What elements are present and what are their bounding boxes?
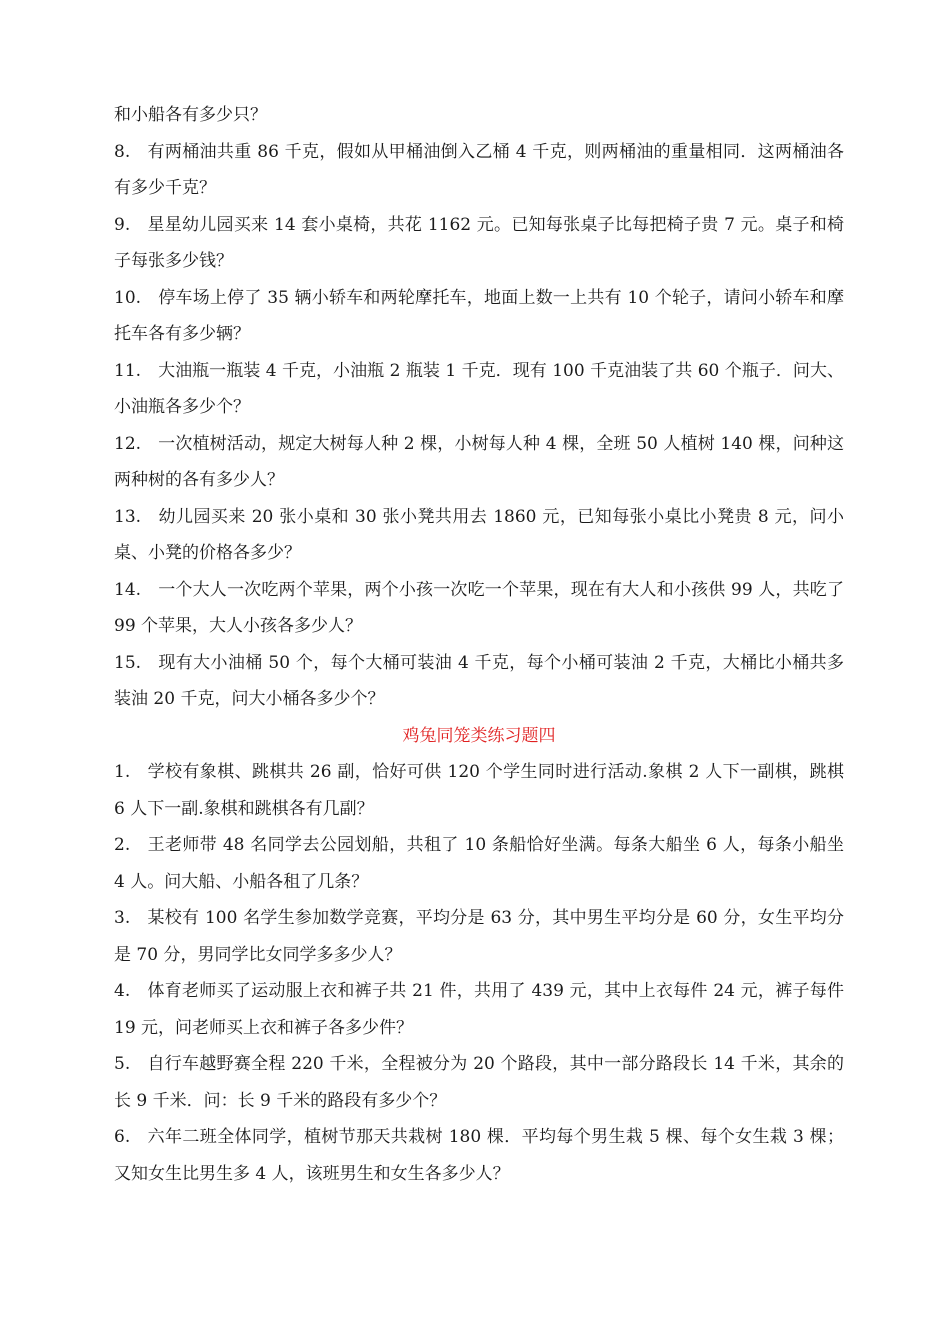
exercise-4-problem-1: 1. 学校有象棋、跳棋共 26 副，恰好可供 120 个学生同时进行活动.象棋 2 人下一副棋，跳棋 6 人下一副.象棋和跳棋各有几副？ [114, 762, 844, 819]
problem-10: 10. 停车场上停了 35 辆小轿车和两轮摩托车，地面上数一上共有 10 个轮子，请问小轿车和摩托车各有多少辆？ [114, 287, 844, 344]
exercise-4-problem-2: 2. 王老师带 48 名同学去公园划船，共租了 10 条船恰好坐满。每条大船坐 6 人，每条小船坐 4 人。问大船、小船各租了几条？ [114, 835, 844, 892]
exercise-4-problem-4: 4. 体育老师买了运动服上衣和裤子共 21 件，共用了 439 元，其中上衣每件 24 元，裤子每件 19 元，问老师买上衣和裤子各多少件？ [114, 981, 844, 1038]
problem-12: 12. 一次植树活动，规定大树每人种 2 棵，小树每人种 4 棵，全班 50 人植树 140 棵，问种这两种树的各有多少人？ [114, 433, 844, 490]
problem-11: 11. 大油瓶一瓶装 4 千克，小油瓶 2 瓶装 1 千克．现有 100 千克油装了共 60 个瓶子．问大、小油瓶各多少个？ [114, 360, 844, 417]
problem-15: 15. 现有大小油桶 50 个，每个大桶可装油 4 千克，每个小桶可装油 2 千克，大桶比小桶共多装油 20 千克，问大小桶各多少个？ [114, 652, 844, 709]
document-content [114, 97, 844, 1192]
problem-8: 8. 有两桶油共重 86 千克，假如从甲桶油倒入乙桶 4 千克，则两桶油的重量相同．这两桶油各有多少千克？ [114, 141, 844, 198]
exercise-4-problem-6: 6. 六年二班全体同学，植树节那天共栽树 180 棵．平均每个男生栽 5 棵、每个女生栽 3 棵；又知女生比男生多 4 人，该班男生和女生各多少人？ [114, 1127, 844, 1184]
exercise-4-problem-5: 5. 自行车越野赛全程 220 千米，全程被分为 20 个路段，其中一部分路段长 14 千米，其余的长 9 千米．问：长 9 千米的路段有多少个？ [114, 1054, 844, 1111]
problem-13: 13. 幼儿园买来 20 张小桌和 30 张小凳共用去 1860 元，已知每张小桌比小凳贵 8 元，问小桌、小凳的价格各多少？ [114, 506, 844, 563]
problem-14: 14. 一个大人一次吃两个苹果，两个小孩一次吃一个苹果，现在有大人和小孩供 99 人，共吃了 99 个苹果，大人小孩各多少人？ [114, 579, 844, 636]
exercise-4-problem-3: 3. 某校有 100 名学生参加数学竞赛，平均分是 63 分，其中男生平均分是 60 分，女生平均分是 70 分，男同学比女同学多多少人？ [114, 908, 844, 965]
section-title: 鸡兔同笼类练习题四 [402, 725, 556, 746]
problem-7-continuation: 和小船各有多少只？ [114, 105, 267, 125]
problem-9: 9. 星星幼儿园买来 14 套小桌椅，共花 1162 元。已知每张桌子比每把椅子贵 7 元。桌子和椅子每张多少钱？ [114, 214, 844, 271]
